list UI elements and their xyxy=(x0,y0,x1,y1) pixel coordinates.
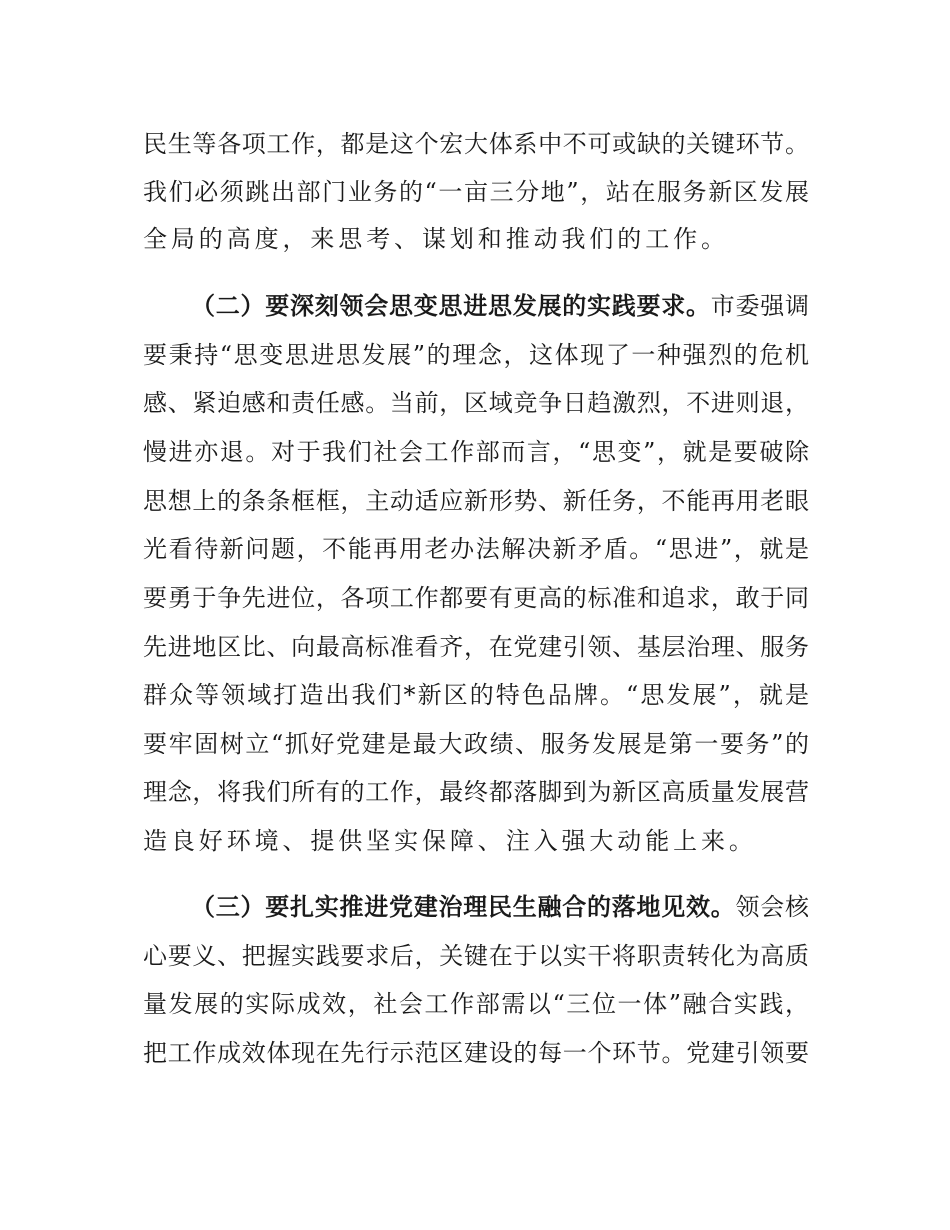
section-heading-2: （二）要深刻领会思变思进思发展的实践要求。 xyxy=(191,292,711,320)
paragraph-2-lead-text: 市委强调 xyxy=(710,292,809,320)
paragraph-2-line-7: 要勇于争先进位，各项工作都要有更高的标准和追求，敢于同 xyxy=(143,584,809,612)
paragraph-2-line-3: 感、紧迫感和责任感。当前，区域竞争日趋激烈，不进则退， xyxy=(143,389,809,417)
paragraph-2-line-8: 先进地区比、向最高标准看齐，在党建引领、基层治理、服务 xyxy=(143,633,809,661)
paragraph-1-line-1: 民生等各项工作，都是这个宏大体系中不可或缺的关键环节。 xyxy=(143,130,809,158)
paragraph-2-line-2: 要秉持“思变思进思发展”的理念，这体现了一种强烈的危机 xyxy=(143,341,809,369)
paragraph-2-line-11: 理念，将我们所有的工作，最终都落脚到为新区高质量发展营 xyxy=(143,778,809,806)
paragraph-2-line-12: 造良好环境、提供坚实保障、注入强大动能上来。 xyxy=(143,827,757,855)
paragraph-2-line-9: 群众等领域打造出我们*新区的特色品牌。“思发展”，就是 xyxy=(143,681,809,709)
paragraph-3-line-3: 量发展的实际成效，社会工作部需以“三位一体”融合实践， xyxy=(143,990,809,1018)
paragraph-3-line-4: 把工作成效体现在先行示范区建设的每一个环节。党建引领要 xyxy=(143,1039,809,1067)
paragraph-2-line-5: 思想上的条条框框，主动适应新形势、新任务，不能再用老眼 xyxy=(143,487,809,515)
paragraph-2-line-1 xyxy=(191,286,809,326)
paragraph-2-line-6: 光看待新问题，不能再用老办法解决新矛盾。“思进”，就是 xyxy=(143,535,809,563)
paragraph-2-line-4: 慢进亦退。对于我们社会工作部而言，“思变”，就是要破除 xyxy=(143,438,809,466)
paragraph-3-line-2: 心要义、把握实践要求后，关键在于以实干将职责转化为高质 xyxy=(143,942,809,970)
paragraph-1-line-2: 我们必须跳出部门业务的“一亩三分地”，站在服务新区发展 xyxy=(143,178,809,206)
paragraph-1-line-3: 全局的高度，来思考、谋划和推动我们的工作。 xyxy=(143,225,729,253)
section-heading-3: （三）要扎实推进党建治理民生融合的落地见效。 xyxy=(191,893,736,921)
paragraph-3-lead-text: 领会核 xyxy=(735,893,809,921)
paragraph-2-line-10: 要牢固树立“抓好党建是最大政绩、服务发展是第一要务”的 xyxy=(143,730,809,758)
paragraph-3-line-1 xyxy=(191,887,809,927)
